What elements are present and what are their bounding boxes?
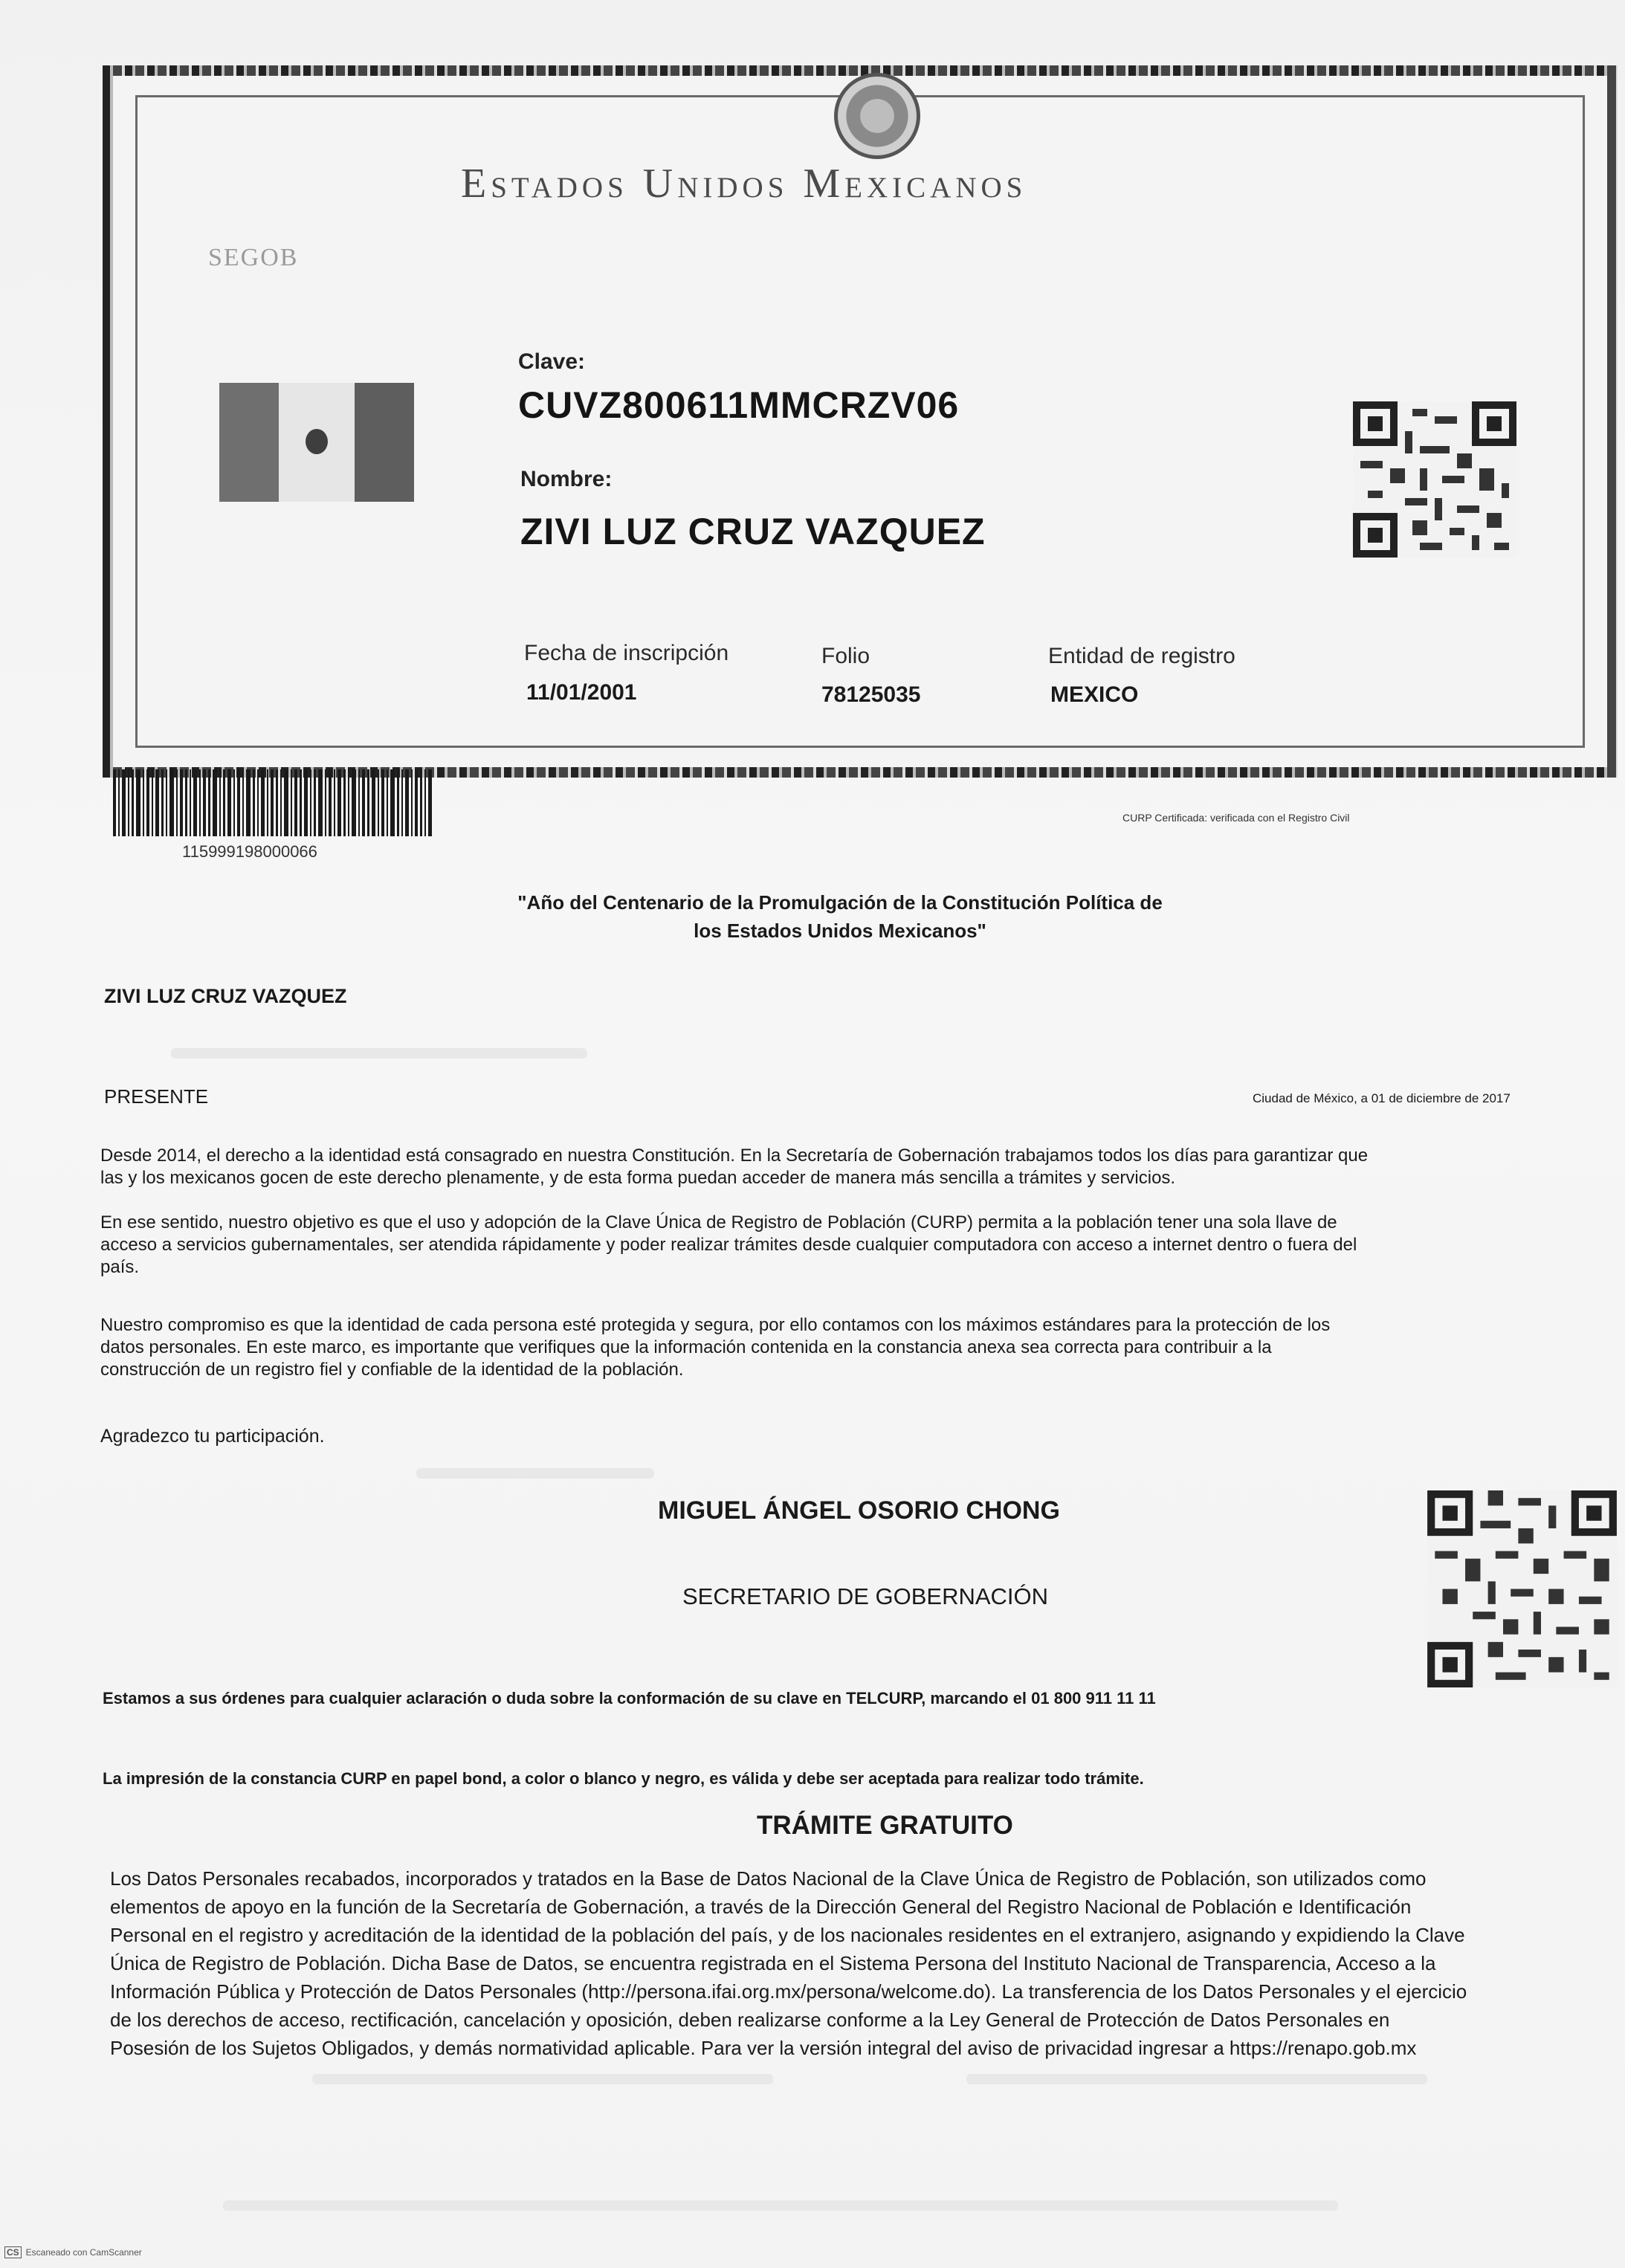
paragraph-line: construcción de un registro fiel y confiable de la identidad de la población. bbox=[100, 1360, 684, 1380]
scanner-watermark bbox=[4, 2246, 142, 2258]
camscanner-logo-icon: CS bbox=[4, 2246, 22, 2258]
place-date: Ciudad de México, a 01 de diciembre de 2017 bbox=[1253, 1091, 1511, 1105]
entidad-registro-value: MEXICO bbox=[1050, 682, 1139, 707]
paragraph-line: Desde 2014, el derecho a la identidad está consagrado en nuestra Constitución. En la Secretaría de Gobernación trabajamos todos los días para garantizar que bbox=[100, 1146, 1369, 1166]
signature-qr-code-icon bbox=[1427, 1490, 1617, 1687]
greeting: PRESENTE bbox=[104, 1085, 209, 1108]
paragraph-1 bbox=[100, 1145, 1625, 1189]
verification-note: CURP Certificada: verificada con el Registro Civil bbox=[1122, 812, 1350, 824]
privacy-line: de los derechos de acceso, rectificación, cancelación y oposición, deben realizarse conforme a la Ley General de Protección de Datos Personales en bbox=[110, 2009, 1390, 2031]
motto-line: los Estados Unidos Mexicanos" bbox=[694, 920, 986, 942]
privacy-line: Personal en el registro y acreditación de la identidad de la población del país, y de los nacionales residentes en el extranjero, asignando y expidiendo la Clave bbox=[110, 1924, 1465, 1946]
coat-of-arms-seal-icon bbox=[834, 73, 920, 159]
mexican-flag-icon bbox=[219, 383, 414, 502]
scanner-label: Escaneado con CamScanner bbox=[25, 2247, 142, 2258]
faint-background-text bbox=[223, 2200, 1338, 2211]
nombre-label: Nombre: bbox=[520, 467, 613, 491]
contact-line: Estamos a sus órdenes para cualquier aclaración o duda sobre la conformación de su clave en TELCURP, marcando el 01 800 911 11 11 bbox=[103, 1689, 1156, 1708]
country-title: Estados Unidos Mexicanos bbox=[461, 161, 1027, 207]
fecha-inscripcion-value: 11/01/2001 bbox=[526, 680, 637, 705]
barcode-icon bbox=[113, 769, 433, 836]
faint-background-text bbox=[416, 1468, 654, 1479]
closing-thanks: Agradezco tu participación. bbox=[100, 1426, 325, 1447]
fecha-inscripcion-label: Fecha de inscripción bbox=[524, 641, 729, 665]
paragraph-3 bbox=[100, 1314, 1625, 1381]
signer-name: MIGUEL ÁNGEL OSORIO CHONG bbox=[658, 1496, 1060, 1525]
paragraph-line: En ese sentido, nuestro objetivo es que el uso y adopción de la Clave Única de Registro de Población (CURP) permita a la población tener una sola llave de bbox=[100, 1212, 1337, 1232]
motto bbox=[372, 888, 1308, 945]
validity-line: La impresión de la constancia CURP en papel bond, a color o blanco y negro, es válida y debe ser aceptada para realizar todo trámite. bbox=[103, 1769, 1144, 1788]
paragraph-line: acceso a servicios gubernamentales, ser atendida rápidamente y poder realizar trámites desde cualquier computadora con acceso a internet dentro o fuera del bbox=[100, 1235, 1357, 1255]
paragraph-line: Nuestro compromiso es que la identidad de cada persona esté protegida y segura, por ello contamos con los máximos estándares para la protección de los bbox=[100, 1315, 1331, 1335]
addressee: ZIVI LUZ CRUZ VAZQUEZ bbox=[104, 985, 347, 1007]
privacy-line: elementos de apoyo en la función de la Secretaría de Gobernación, a través de la Dirección General del Registro Nacional de Población e Identificación bbox=[110, 1896, 1412, 1918]
barcode-number: 115999198000066 bbox=[182, 842, 317, 861]
privacy-line: Los Datos Personales recabados, incorporados y tratados en la Base de Datos Nacional de la Clave Única de Registro de Población, son utilizados como bbox=[110, 1867, 1427, 1890]
clave-value: CUVZ800611MMCRZV06 bbox=[518, 384, 960, 426]
motto-line: "Año del Centenario de la Promulgación de la Constitución Política de bbox=[517, 891, 1163, 914]
signer-role: SECRETARIO DE GOBERNACIÓN bbox=[682, 1583, 1049, 1609]
agency-mark: SEGOB bbox=[208, 244, 299, 271]
nombre-value: ZIVI LUZ CRUZ VAZQUEZ bbox=[520, 511, 986, 552]
folio-value: 78125035 bbox=[821, 682, 921, 707]
faint-background-text bbox=[312, 2074, 773, 2084]
certificate-qr-code-icon bbox=[1353, 401, 1516, 558]
paragraph-line: las y los mexicanos gocen de este derecho plenamente, y de esta forma puedan acceder de manera más sencilla a trámites y servicios. bbox=[100, 1168, 1176, 1188]
privacy-line: Información Pública y Protección de Datos Personales (http://persona.ifai.org.mx/persona/welcome.do). La transferencia de los Datos Personales y el ejercicio bbox=[110, 1980, 1467, 2003]
paragraph-line: datos personales. En este marco, es importante que verifiques que la información contenida en la constancia anexa sea correcta para contribuir a la bbox=[100, 1337, 1272, 1357]
free-procedure-title: TRÁMITE GRATUITO bbox=[757, 1811, 1013, 1840]
privacy-notice bbox=[110, 1864, 1625, 2062]
faint-background-text bbox=[966, 2074, 1427, 2084]
folio-label: Folio bbox=[821, 644, 870, 668]
paragraph-2 bbox=[100, 1212, 1625, 1279]
privacy-line: Única de Registro de Población. Dicha Base de Datos, se encuentra registrada en el Sistema Persona del Instituto Nacional de Transparencia, Acceso a la bbox=[110, 1952, 1436, 1974]
paragraph-line: país. bbox=[100, 1257, 140, 1277]
entidad-registro-label: Entidad de registro bbox=[1048, 644, 1235, 668]
faint-background-text bbox=[171, 1048, 587, 1059]
privacy-line: Posesión de los Sujetos Obligados, y demás normatividad aplicable. Para ver la versión integral del aviso de privacidad ingresar a https://renapo.gob.mx bbox=[110, 2037, 1417, 2059]
clave-label: Clave: bbox=[518, 349, 586, 374]
